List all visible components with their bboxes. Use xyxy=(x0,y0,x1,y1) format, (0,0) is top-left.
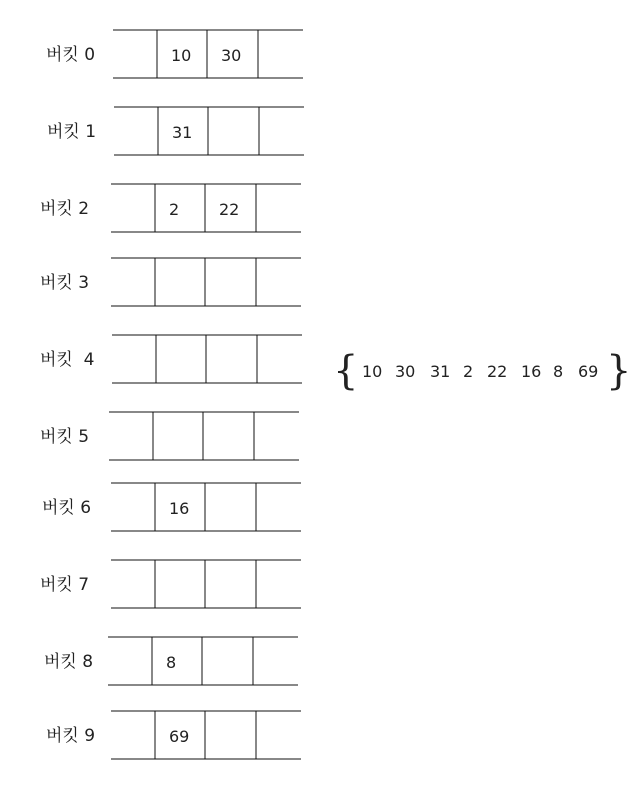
bucket-row xyxy=(40,560,301,608)
bucket-row xyxy=(46,711,301,759)
bucket-label: 버킷 3 xyxy=(40,273,90,293)
close-brace: } xyxy=(606,348,632,394)
sequence-value: 22 xyxy=(487,362,508,381)
bucket-label: 버킷 1 xyxy=(47,122,97,142)
bucket-cell-value: 2 xyxy=(169,200,180,219)
bucket-row xyxy=(44,637,298,685)
bucket-row xyxy=(47,107,304,155)
bucket-cell-value: 69 xyxy=(169,727,190,746)
bucket-cell-value: 10 xyxy=(171,46,192,65)
sequence-value: 30 xyxy=(395,362,416,381)
sequence-value: 31 xyxy=(430,362,451,381)
sequence-value: 69 xyxy=(578,362,599,381)
sequence-value: 8 xyxy=(553,362,564,381)
bucket-cell-value: 31 xyxy=(172,123,193,142)
bucket-cell-value: 16 xyxy=(169,499,190,518)
bucket-label: 버킷 9 xyxy=(46,726,96,746)
bucket-row xyxy=(40,412,299,460)
bucket-label: 버킷 0 xyxy=(46,45,96,65)
input-sequence xyxy=(333,348,631,394)
bucket-row xyxy=(40,184,301,232)
bucket-cell-value: 30 xyxy=(221,46,242,65)
bucket-label: 버킷 5 xyxy=(40,427,90,447)
bucket-cell-value: 8 xyxy=(166,653,177,672)
sequence-value: 16 xyxy=(521,362,542,381)
bucket-row xyxy=(42,483,301,531)
open-brace: { xyxy=(333,348,359,394)
sequence-value: 2 xyxy=(463,362,474,381)
bucket-label: 버킷 2 xyxy=(40,199,90,219)
sequence-value: 10 xyxy=(362,362,383,381)
bucket-label: 버킷 8 xyxy=(44,652,94,672)
bucket-cell-value: 22 xyxy=(219,200,240,219)
bucket-label: 버킷 6 xyxy=(42,498,92,518)
bucket-label: 버킷 4 xyxy=(40,350,95,370)
bucket-label: 버킷 7 xyxy=(40,575,90,595)
bucket-row xyxy=(40,258,301,306)
bucket-row xyxy=(40,335,302,383)
bucket-row xyxy=(46,30,303,78)
